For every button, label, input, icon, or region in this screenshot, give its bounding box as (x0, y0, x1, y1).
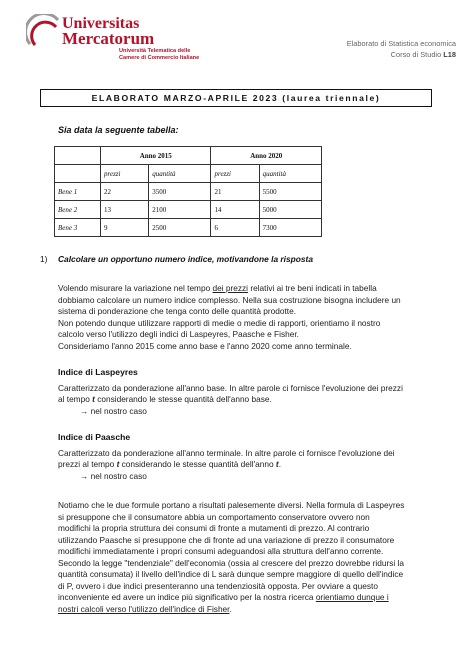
logo-subtitle-1: Università Telematica delle (119, 48, 191, 54)
table-group-header: Anno 2020 (211, 147, 322, 165)
paragraph-conclusion (58, 500, 458, 615)
table-subheader: quantità (259, 165, 321, 183)
text-line (58, 394, 458, 406)
table-cell: 7300 (259, 219, 321, 237)
text-line: Notiamo che le due formule portano a risultati palesemente diversi. Nella formula di Laspeyres (58, 500, 405, 510)
text-span: inconveniente ed avere un indice più significativo per la nostra ricerca (58, 592, 316, 602)
arrow-note: → nel nostro caso (80, 405, 147, 416)
section-heading: Indice di Laspeyres (58, 367, 138, 377)
logo-line1: Universitas (62, 15, 140, 32)
text-line: Caratterizzato da ponderazione all'anno base. In altre parole ci fornisce l'evoluzione dei prezzi (58, 382, 403, 393)
table-cell: 14 (211, 201, 259, 219)
text-span: prezzi al tempo (58, 459, 117, 469)
text-line: Caratterizzato da ponderazione all'anno terminale. In altre parole ci fornisce l'evoluzione dei (58, 447, 395, 458)
underlined-text: orientiamo dunque i (315, 592, 389, 602)
table-row (55, 201, 322, 219)
logo-subtitle-2: Camere di Commercio Italiane (119, 55, 200, 61)
table-cell: 6 (211, 219, 259, 237)
section-heading: Indice di Paasche (58, 432, 131, 442)
table-subheader: prezzi (211, 165, 259, 183)
text-span: . (229, 603, 232, 614)
university-logo (26, 14, 216, 64)
table-cell: 5000 (259, 201, 321, 219)
text-span: Volendo misurare la variazione nel tempo (58, 283, 213, 293)
question-number: 1) (40, 254, 48, 264)
page-title: ELABORATO MARZO-APRILE 2023 (laurea triennale) (40, 89, 432, 107)
table-row (55, 183, 322, 201)
text-line: quantità consumata) il livello dell'indice di L sarà dunque sempre maggiore di quello dell'indice (58, 569, 404, 579)
table-subheader-row (55, 165, 322, 183)
table-cell: 2100 (149, 201, 211, 219)
table-cell: 3500 (149, 183, 211, 201)
table-cell: 21 (211, 183, 259, 201)
header-exam-title: Elaborato di Statistica economica (346, 39, 456, 48)
text-span: considerando le stesse quantità dell'anno base. (94, 394, 272, 404)
text-line (58, 604, 458, 616)
text-line: dobbiamo calcolare un numero indice complesso. Nella sua costruzione bisogna includere un (58, 294, 401, 305)
text-line (58, 459, 458, 471)
text-line: Non potendo dunque utilizzare rapporti di medie o medie di rapporti, orientiamo il nostro (58, 317, 381, 328)
question-text: Calcolare un opportuno numero indice, motivandone la risposta (58, 254, 314, 264)
table-row (55, 219, 322, 237)
header-course-info (347, 38, 456, 60)
text-span: relativi ai tre beni indicati in tabella (248, 283, 377, 293)
row-label: Bene 1 (55, 183, 101, 201)
row-label: Bene 3 (55, 219, 101, 237)
text-line: modifichi immediatamente i propri consumi adeguandosi alla struttura dell'anno corrente. (58, 546, 384, 556)
table-group-header: Anno 2015 (101, 147, 211, 165)
table-subheader: prezzi (101, 165, 149, 183)
text-line (58, 592, 458, 604)
variable-t: t (92, 394, 95, 404)
table-cell: 13 (101, 201, 149, 219)
text-line: calcolo verso l'utilizzo degli indici di Laspeyres, Paasche e Fisher. (58, 329, 299, 339)
text-span: considerando le stesse quantità dell'anno (119, 459, 276, 469)
header-course-line (347, 49, 456, 60)
header-course-code: L18 (443, 50, 456, 59)
text-span: . (278, 459, 281, 469)
text-span: al tempo (58, 394, 93, 404)
table-cell: 5500 (259, 183, 321, 201)
table-cell: 2500 (149, 219, 211, 237)
text-line (58, 283, 458, 295)
text-line: si presuppone che il consumatore abbia un comportamento conservatore ovvero non (58, 511, 370, 522)
underlined-text: dei prezzi (212, 283, 249, 293)
text-line: modifichi la propria struttura dei consumi di fronte a mutamenti di prezzo. Al contrario (58, 523, 370, 533)
table-cell (55, 165, 101, 183)
table-corner-cell (55, 147, 101, 165)
table-header-row (55, 147, 322, 165)
text-line: Consideriamo l'anno 2015 come anno base e l'anno 2020 come anno terminale. (58, 340, 352, 351)
variable-t: t (275, 459, 279, 469)
question-1 (40, 254, 313, 264)
logo-line2: Mercatorum (62, 29, 155, 48)
row-label: Bene 2 (55, 201, 101, 219)
arrow-note: → nel nostro caso (80, 470, 147, 481)
text-line: di P, ovvero i due indici presenteranno una tendenziosità opposta. Per ovviare a questo (58, 580, 378, 591)
table-cell: 9 (101, 219, 149, 237)
variable-t: t (116, 459, 120, 469)
section-laspeyres (58, 367, 458, 417)
logo-arc-icon (26, 14, 62, 48)
text-line: sistema di ponderazione che tenga conto delle quantità prodotte. (58, 306, 297, 316)
header-course-prefix: Corso di Studio (390, 50, 444, 59)
intro-text: Sia data la seguente tabella: (58, 125, 179, 135)
text-line: Secondo la legge "tendenziale" dell'economia (ossia al crescere del prezzo dovrebbe ridursi la (58, 557, 405, 568)
table-cell: 22 (101, 183, 149, 201)
data-table (54, 146, 322, 237)
underlined-text: nostri calcoli verso l'utilizzo dell'indice di Fisher (58, 603, 230, 614)
paragraph-method (58, 283, 458, 352)
table-subheader: quantità (149, 165, 211, 183)
text-line: utilizzando Paasche si presuppone che di fronte ad una variazione di prezzo il consumatore (58, 534, 395, 545)
section-paasche (58, 432, 458, 482)
